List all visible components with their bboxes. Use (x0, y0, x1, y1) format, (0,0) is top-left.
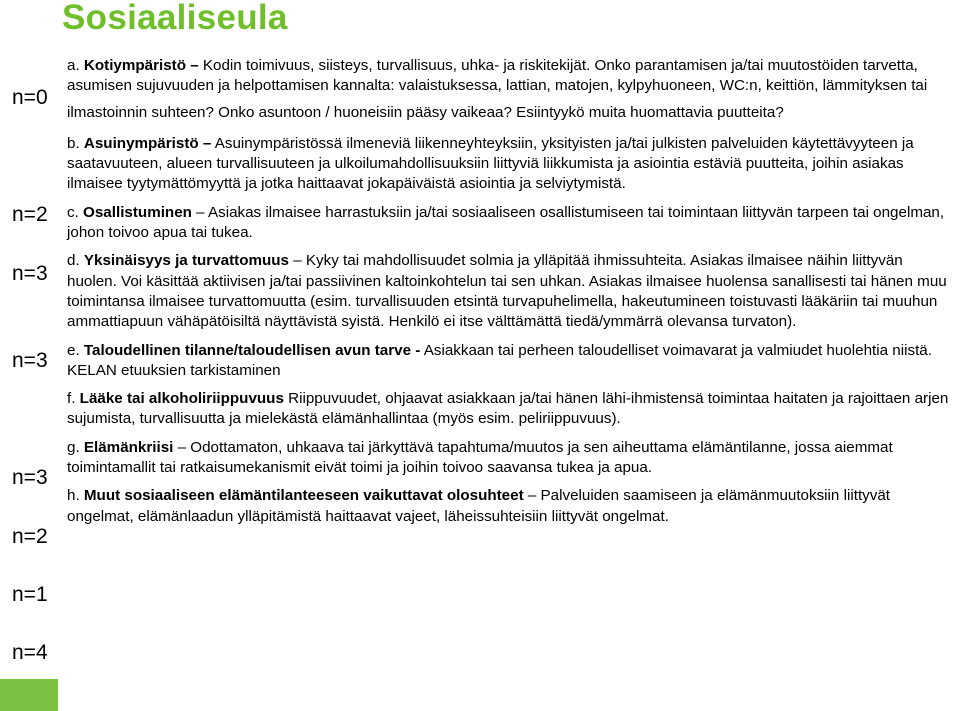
count-c: n=3 (12, 262, 48, 285)
count-b: n=2 (12, 203, 48, 226)
count-f: n=2 (12, 525, 48, 548)
item-g-heading: Elämänkriisi (83, 438, 174, 456)
item-h: h. Muut sosiaaliseen elämäntilanteeseen vaikuttavat olosuhteet – Palveluiden saamiseen ja elämänmuutoksiin liittyvät ongelmat, elämänlaadun ylläpitämistä haittaavat vajeet, läheissuhteisiin liittyvät ongelmat. (67, 487, 891, 525)
item-f: f. Lääke tai alkoholiriippuvuus Riippuvuudet, ohjaavat asiakkaan ja/tai hänen lähi-ihmistensä toimintaa haitaten ja rajoittaen arjen sujumista, turvallisuutta ja mielekästä elämänhallintaa (myös esim. peliriippuvuus). (67, 390, 949, 428)
count-d: n=3 (12, 349, 48, 372)
item-f-heading: Lääke tai alkoholiriippuvuus (79, 390, 284, 408)
item-a-text: Kodin toimivuus, siisteys, turvallisuus, uhka- ja riskitekijät. Onko parantamisen ja/tai muutostöiden tarvetta, asumisen sujuvuuden ja helpottamisen kannalta: valaistuksessa, lattian, matojen, kylpyhuoneen, WC:n, keittiön, lämmityksen tai (67, 57, 928, 95)
item-e-heading: Taloudellinen tilanne/taloudellisen avun tarve - (83, 341, 421, 359)
item-h-heading: Muut sosiaaliseen elämäntilanteeseen vaikuttavat olosuhteet (83, 487, 524, 505)
item-b-heading: Asuinympäristö – (83, 134, 212, 152)
item-a: a. Kotiympäristö – Kodin toimivuus, siisteys, turvallisuus, uhka- ja riskitekijät. Onko parantamisen ja/tai muutostöiden tarvetta, asumisen sujuvuuden ja helpottamisen kannalta: valaistuksessa, lattian, matojen, kylpyhuoneen, WC:n, keittiön, lämmityksen tai (67, 57, 928, 95)
item-c-text: – Asiakas ilmaisee harrastuksiin ja/tai sosiaaliseen osallistumiseen tai toimintaan liittyvän tarpeen tai ongelman, johon toivoo apua tai tukea. (67, 203, 945, 242)
count-a: n=0 (12, 86, 48, 109)
item-d-heading: Yksinäisyys ja turvattomuus (83, 252, 290, 270)
item-f-text: Riippuvuudet, ohjaavat asiakkaan ja/tai hänen lähi-ihmistensä toimintaa haitaten ja rajoittaen arjen sujumista, turvallisuutta ja mielekästä elämänhallintaa (myös esim. peliriippuvuus). (67, 390, 949, 428)
item-e: e. Taloudellinen tilanne/taloudellisen avun tarve - Asiakkaan tai perheen taloudelliset voimavarat ja valmiudet huolehtia niistä. KELAN etuuksien tarkistaminen (67, 341, 932, 379)
item-b: b. Asuinympäristö – Asuinympäristössä ilmeneviä liikenneyhteyksiin, yksityisten ja/tai julkisten palveluiden käytettävyyteen ja saatavuuteen, alueen turvallisuuteen ja ulkoilumahdollisuuksiin liittyviä liikkumista ja asiointia estäviä puutteita, joihin asiakas ilmaisee tyytymättömyyttä ja jotka haittaavat jokapäiväistä asiointia ja selviytymistä. (67, 134, 914, 193)
item-d-text: – Kyky tai mahdollisuudet solmia ja ylläpitää ihmissuhteita. Asiakas ilmaisee näihin liittyvän huolen. Voi käsittää aktiivisen ja/tai passiivinen kaltoinkohtelun tai sen uhkan. Asiakas ilmaisee huolensa sanallisesti tai hänen muu toimintansa ilmaisee turvattomuutta (esim. turvallisuuden etsintä turvapuhelimella, hakeutumineen toistuvasti lääkäriin tai muuhun ammattiapuun vähäpätöisiltä näyttävistä syistä. Henkilö ei itse välttämättä tiedä/ymmärrä olevansa turvaton). (67, 252, 947, 331)
item-g: g. Elämänkriisi – Odottamaton, uhkaava tai järkyttävä tapahtuma/muutos ja sen aiheuttama elämäntilanne, jossa aiemmat toimintamallit tai ratkaisumekanismit eivät toimi ja joihin toivoo saavansa tukea ja apua. (67, 438, 893, 477)
item-d: d. Yksinäisyys ja turvattomuus – Kyky tai mahdollisuudet solmia ja ylläpitää ihmissuhteita. Asiakas ilmaisee näihin liittyvän huolen. Voi käsittää aktiivisen ja/tai passiivinen kaltoinkohtelun tai sen uhkan. Asiakas ilmaisee huolensa sanallisesti tai hänen muu toimintansa ilmaisee turvattomuutta (esim. turvallisuuden etsintä turvapuhelimella, hakeutumineen toistuvasti lääkäriin tai muuhun ammattiapuun vähäpätöisiltä näyttävistä syistä. Henkilö ei itse välttämättä tiedä/ymmärrä olevansa turvaton). (67, 252, 947, 331)
item-a-continued (67, 103, 952, 123)
item-e-text: Asiakkaan tai perheen taloudelliset voimavarat ja valmiudet huolehtia niistä. KELAN etuuksien tarkistaminen (67, 341, 932, 379)
item-h-text: – Palveluiden saamiseen ja elämänmuutoksiin liittyvät ongelmat, elämänlaadun ylläpitämistä haittaavat vajeet, läheissuhteisiin liittyvät ongelmat. (67, 487, 891, 525)
count-column (0, 0, 58, 711)
item-a-text-2: ilmastoinnin suhteen? Onko asuntoon / huoneisiin pääsy vaikeaa? Esiintyykö muita huomattavia puutteita? (67, 103, 784, 121)
count-e: n=3 (12, 466, 48, 489)
item-c-heading: Osallistuminen (83, 203, 192, 221)
item-g-text: – Odottamaton, uhkaava tai järkyttävä tapahtuma/muutos ja sen aiheuttama elämäntilanne, jossa aiemmat toimintamallit tai ratkaisumekanismit eivät toimi ja joihin toivoo saavansa tukea ja apua. (67, 438, 893, 477)
item-a-heading: Kotiympäristö – (83, 57, 199, 74)
item-b-text: Asuinympäristössä ilmeneviä liikenneyhteyksiin, yksityisten ja/tai julkisten palveluiden käytettävyyteen ja saatavuuteen, alueen turvallisuuteen ja ulkoilumahdollisuuksiin liittyviä liikkumista ja asiointia estäviä puutteita, joihin asiakas ilmaisee tyytymättömyyttä ja jotka haittaavat jokapäiväistä asiointia ja selviytymistä. (67, 134, 914, 193)
count-h: n=4 (12, 641, 48, 664)
item-c: c. Osallistuminen – Asiakas ilmaisee harrastuksiin ja/tai sosiaaliseen osallistumiseen tai toimintaan liittyvän tarpeen tai ongelman, johon toivoo apua tai tukea. (67, 203, 945, 242)
count-g: n=1 (12, 583, 48, 606)
page-title: Sosiaaliseula (62, 0, 288, 37)
green-corner-block (0, 679, 58, 711)
criteria-list (67, 56, 952, 527)
